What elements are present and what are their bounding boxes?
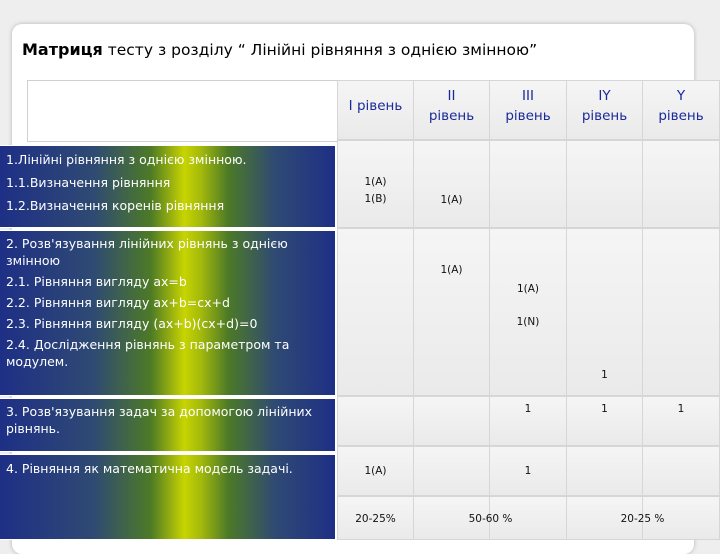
page-title [22, 40, 712, 59]
level-2-numeral: ІІ [447, 88, 456, 104]
row-2-line-1: 2. Розв'язування лінійних рівнянь з однією змінною [6, 236, 288, 268]
level-3-numeral: ІІІ [522, 88, 534, 104]
title-rest: тесту з розділу “ Лінійні рівняння з однією змінною” [102, 41, 538, 59]
cell-r3-l2 [413, 396, 490, 446]
row-4-line-1: 4. Рівняння як математична модель задачі. [6, 461, 293, 476]
level-1-header: І рівень [348, 98, 403, 114]
cell-r2-l1 [337, 228, 414, 396]
value-r3-l3: 1 [524, 403, 532, 415]
row-1-line-1: 1.Лінійні рівняння з однією змінною. [6, 152, 247, 167]
cell-r1-l4 [566, 140, 643, 228]
cell-r2-l5 [642, 228, 720, 396]
value-r4-l1: 1(А) [364, 465, 387, 477]
value-r3-l4: 1 [601, 403, 608, 415]
row-label-2 [0, 230, 335, 396]
value-r1-l1a: 1(А) [364, 176, 387, 188]
total-level-1: 20-25% [355, 513, 396, 525]
cell-r2-l3 [489, 228, 567, 396]
row-2-line-4: 2.3. Рівняння вигляду (ax+b)(cx+d)=0 [6, 316, 258, 331]
value-r1-l2: 1(А) [440, 194, 463, 206]
row-2-line-2: 2.1. Рівняння вигляду ax=b [6, 274, 187, 289]
level-4-header [566, 86, 643, 126]
level-5-numeral: Y [676, 88, 686, 104]
cell-r1-l3 [489, 140, 567, 228]
row-1-line-3: 1.2.Визначення коренів рівняння [6, 198, 225, 213]
total-levels-2-3: 50-60 % [468, 513, 513, 525]
cell-r4-l5 [642, 446, 720, 496]
cell-r1-l2 [413, 140, 490, 228]
value-r1-l1b: 1(В) [364, 193, 387, 205]
level-4-word: рівень [581, 108, 628, 124]
level-2-header [413, 86, 490, 126]
value-r4-l3: 1 [524, 465, 532, 477]
cell-r3-l1 [337, 396, 414, 446]
cell-r4-l2 [413, 446, 490, 496]
level-4-numeral: ІY [598, 88, 611, 104]
total-levels-4-5: 20-25 % [620, 513, 665, 525]
row-label-3 [0, 398, 335, 452]
level-5-header [642, 86, 720, 126]
value-r2-l2: 1(А) [440, 264, 463, 276]
value-r2-l3a: 1(А) [516, 283, 540, 295]
cell-r1-l5 [642, 140, 720, 228]
value-r2-l4: 1 [601, 369, 608, 381]
level-3-word: рівень [505, 108, 551, 124]
row-2-line-3: 2.2. Рівняння вигляду ax+b=cx+d [6, 295, 230, 310]
cell-r2-l2 [413, 228, 490, 396]
row-1-line-2: 1.1.Визначення рівняння [6, 175, 171, 190]
level-2-word: рівень [428, 108, 475, 124]
cell-r4-l4 [566, 446, 643, 496]
row-label-1 [0, 145, 335, 228]
row-2-line-5: 2.4. Дослідження рівнянь з параметром та модулем. [6, 337, 290, 369]
row-3-line-1: 3. Розв'язування задач за допомогою лінійних рівнянь. [6, 404, 313, 436]
title-bold: Матриця [22, 40, 103, 59]
value-r3-l5: 1 [677, 403, 685, 415]
header-blank-cell [27, 80, 339, 142]
level-3-header [489, 86, 567, 126]
level-5-word: рівень [658, 108, 704, 124]
row-label-4 [0, 454, 335, 540]
value-r2-l3b: 1(N) [516, 316, 540, 328]
